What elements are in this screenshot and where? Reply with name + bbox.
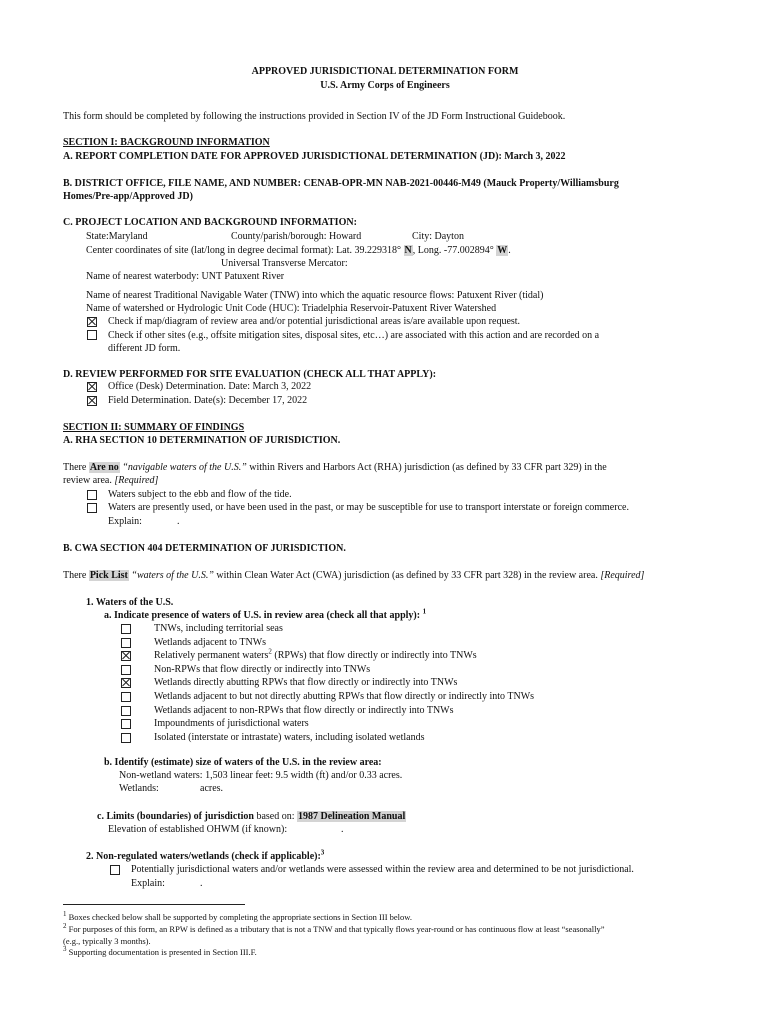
coords-end: . [508,245,511,256]
office-determination-checkbox[interactable] [87,382,97,392]
water-type-checkbox[interactable] [121,733,131,743]
water-type-text: Wetlands adjacent to non-RPWs that flow directly or indirectly into TNWs [154,705,454,716]
water-type-checkbox[interactable] [121,651,131,661]
report-date: A. REPORT COMPLETION DATE FOR APPROVED JURISDICTIONAL DETERMINATION (JD): March 3, 2022 [63,151,566,162]
ohwm-value[interactable]: . [341,824,344,835]
wetlands-label: Wetlands: [119,783,159,794]
commerce-checkbox[interactable] [87,503,97,513]
rha-required: [Required] [114,475,159,486]
indicate-presence-heading [104,607,427,622]
water-type-checkbox[interactable] [121,665,131,675]
footnote-text: Supporting documentation is presented in Section III.F. [66,947,257,957]
footnote-ref-2: 2 [268,647,272,656]
rha-explain-label: Explain: [108,516,142,527]
water-type-label [154,677,457,689]
water-type-label [154,637,266,649]
project-location-heading: C. PROJECT LOCATION AND BACKGROUND INFORMATION: [63,217,357,228]
waters-of-us-heading: 1. Waters of the U.S. [86,597,174,608]
wetlands-value[interactable]: acres. [200,783,224,794]
water-type-label [154,647,477,662]
rha-heading: A. RHA SECTION 10 DETERMINATION OF JURISDICTION. [63,435,341,446]
rha-review-area: review area. [63,475,115,486]
form-title: APPROVED JURISDICTIONAL DETERMINATION FORM [251,66,519,77]
footnote [63,912,412,923]
limits-based-on: based on: [253,811,297,822]
coords-text: Center coordinates of site (lat/long in degree decimal format): Lat. 39.229318° [86,245,402,256]
cwa-choice-select[interactable]: Pick List [89,570,128,581]
water-type-checkbox[interactable] [121,692,131,702]
water-type-text: Isolated (interstate or intrastate) waters, including isolated wetlands [154,732,425,743]
water-type-text: Wetlands directly abutting RPWs that flow directly or indirectly into TNWs [154,677,458,688]
map-available-checkbox[interactable] [87,317,97,327]
other-sites-label-line1: Check if other sites (e.g., offsite mitigation sites, disposal sites, etc…) are associated with this action and are recorded on a [108,330,600,341]
review-performed-heading: D. REVIEW PERFORMED FOR SITE EVALUATION (CHECK ALL THAT APPLY): [63,369,437,380]
footnote [63,947,257,958]
non-regulated-heading [86,848,325,863]
identify-size-heading: b. Identify (estimate) size of waters of the U.S. in the review area: [104,757,382,768]
water-type-label [154,691,534,703]
office-determination-label: Office (Desk) Determination. Date: March 3, 2022 [108,381,312,392]
county-field: County/parish/borough: Howard [231,231,362,242]
rha-explain-value[interactable]: . [177,516,180,527]
non-regulated-explain-label: Explain: [131,878,165,889]
water-type-checkbox[interactable] [121,678,131,688]
potentially-jurisdictional-label: Potentially jurisdictional waters and/or wetlands were assessed within the review area and determined to be not jurisdictional. [131,864,634,875]
footnote-number: 1 [63,910,67,919]
footnote [63,924,605,935]
commerce-label: Waters are presently used, or have been used in the past, or may be susceptible for use to transport interstate or foreign commerce. [108,502,629,513]
non-wetland-waters: Non-wetland waters: 1,503 linear feet: 9.5 width (ft) and/or 0.33 acres. [119,770,403,781]
footnote-number: 3 [63,945,67,954]
coordinates-line [86,245,511,257]
non-regulated-text: 2. Non-regulated waters/wetlands (check if applicable): [86,851,321,862]
cwa-rest: within Clean Water Act (CWA) jurisdiction (as defined by 33 CFR part 328) in the review area. [213,570,601,581]
footnote-text: (e.g., typically 3 months). [63,936,151,946]
state-field: State:Maryland [86,231,148,242]
rha-choice-select[interactable]: Are no [89,462,119,473]
coords-w-select[interactable]: W [497,245,508,256]
footnote-divider [63,904,245,905]
water-type-label [154,705,454,717]
cwa-there: There [63,570,89,581]
coords-long: , Long. -77.002894° [412,245,494,256]
water-type-text: TNWs, including territorial seas [154,623,283,634]
ebb-flow-checkbox[interactable] [87,490,97,500]
map-available-label: Check if map/diagram of review area and/or potential jurisdictional areas is/are available upon request. [108,316,521,327]
utm-field: Universal Transverse Mercator: [221,258,348,269]
water-type-checkbox[interactable] [121,638,131,648]
district-office-line2: Homes/Pre-app/Approved JD) [63,191,193,202]
rha-there: There [63,462,89,473]
water-type-label [154,664,370,676]
cwa-waters: “waters of the U.S.” [128,570,214,581]
nearest-waterbody: Name of nearest waterbody: UNT Patuxent River [86,271,285,282]
water-type-label [154,718,309,730]
rha-navigable: “navigable waters of the U.S.” [119,462,247,473]
water-type-text: Wetlands adjacent to but not directly abutting RPWs that flow directly or indirectly into TNWs [154,691,535,702]
footnote-text: Boxes checked below shall be supported by completing the appropriate sections in Section III below. [66,912,412,922]
water-type-checkbox[interactable] [121,719,131,729]
delineation-manual-select[interactable]: 1987 Delineation Manual [298,811,406,822]
limits-label: c. Limits (boundaries) of jurisdiction [97,811,254,822]
water-type-text: Impoundments of jurisdictional waters [154,718,309,729]
rha-statement [63,462,607,474]
form-subtitle: U.S. Army Corps of Engineers [320,80,450,91]
coords-n-select[interactable]: N [404,245,412,256]
nearest-tnw: Name of nearest Traditional Navigable Water (TNW) into which the aquatic resource flows: Patuxent River (tidal) [86,290,544,301]
water-type-text: Wetlands adjacent to TNWs [154,637,267,648]
other-sites-checkbox[interactable] [87,330,97,340]
ebb-flow-label: Waters subject to the ebb and flow of the tide. [108,489,292,500]
field-determination-checkbox[interactable] [87,396,97,406]
water-type-text-cont: (RPWs) that flow directly or indirectly into TNWs [271,650,477,661]
potentially-jurisdictional-checkbox[interactable] [110,865,120,875]
footnote-number: 2 [63,922,67,931]
ohwm-label: Elevation of established OHWM (if known): [108,824,288,835]
section1-heading: SECTION I: BACKGROUND INFORMATION [63,137,270,148]
rha-rest: within Rivers and Harbors Act (RHA) jurisdiction (as defined by 33 CFR part 329) in the [246,462,607,473]
water-type-checkbox[interactable] [121,706,131,716]
footnote [63,936,151,947]
intro-text: This form should be completed by following the instructions provided in Section IV of the JD Form Instructional Guidebook. [63,111,566,122]
water-type-label [154,623,283,635]
watershed-huc: Name of watershed or Hydrologic Unit Code (HUC): Triadelphia Reservoir-Patuxent River Watershed [86,303,497,314]
section2-heading: SECTION II: SUMMARY OF FINDINGS [63,422,245,433]
cwa-required: [Required] [600,570,645,581]
other-sites-label-line2: different JD form. [108,343,181,354]
limits-line [97,811,406,823]
footnote-ref-1: 1 [422,607,427,616]
cwa-statement [63,570,644,582]
non-regulated-explain-value[interactable]: . [200,878,203,889]
footnote-ref-3: 3 [320,848,325,857]
water-type-text: Relatively permanent waters [154,650,269,661]
cwa-heading: B. CWA SECTION 404 DETERMINATION OF JURISDICTION. [63,543,346,554]
indicate-presence-text: a. Indicate presence of waters of U.S. in review area (check all that apply): [104,610,423,621]
water-type-checkbox[interactable] [121,624,131,634]
city-field: City: Dayton [412,231,464,242]
field-determination-label: Field Determination. Date(s): December 17, 2022 [108,395,308,406]
footnote-text: For purposes of this form, an RPW is defined as a tributary that is not a TNW and that typically flows year-round or has continuous flow at least “seasonally” [66,924,605,934]
district-office-line1: B. DISTRICT OFFICE, FILE NAME, AND NUMBER: CENAB-OPR-MN NAB-2021-00446-M49 (Mauck Property/Williamsburg [63,178,619,189]
rha-statement-line2 [63,475,158,487]
water-type-label [154,732,424,744]
water-type-text: Non-RPWs that flow directly or indirectly into TNWs [154,664,371,675]
